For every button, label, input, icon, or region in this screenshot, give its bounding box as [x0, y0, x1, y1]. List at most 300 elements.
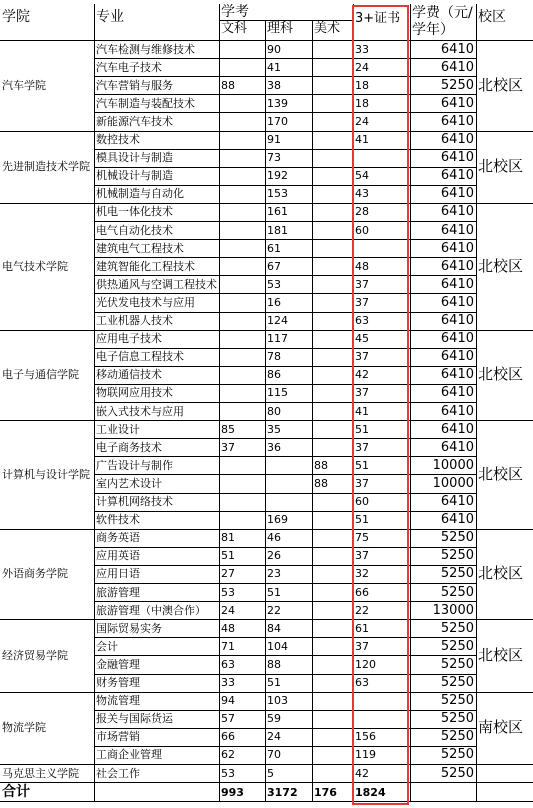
row-line: [94, 674, 476, 675]
row-line: [94, 692, 476, 693]
campus-cell: 北校区: [478, 564, 524, 583]
major-cell: 商务英语: [96, 531, 140, 545]
like-cell: 24: [267, 730, 281, 744]
row-line: [94, 474, 476, 475]
like-cell: 104: [267, 639, 288, 653]
campus-cell: 北校区: [478, 464, 524, 483]
fee-cell: 6410: [440, 95, 474, 111]
major-cell: 财务管理: [96, 676, 140, 690]
cert-cell: 43: [355, 187, 369, 201]
fee-cell: 5250: [440, 584, 474, 600]
header-college: 学院: [2, 9, 30, 25]
like-cell: 22: [267, 603, 281, 617]
meishu-cell: [312, 565, 353, 583]
cert-cell: 37: [355, 639, 369, 653]
major-cell: 光伏发电技术与应用: [96, 295, 195, 309]
fee-cell: 5250: [440, 765, 474, 781]
cert-cell: 42: [355, 368, 369, 382]
cert-cell: 51: [355, 513, 369, 527]
wenke-cell: [219, 257, 265, 275]
college-cell: 经济贸易学院: [2, 648, 68, 662]
fee-cell: 6410: [440, 150, 474, 166]
row-line: [94, 746, 476, 747]
major-cell: 汽车制造与装配技术: [96, 96, 195, 110]
meishu-cell: [312, 348, 353, 366]
cert-cell: 41: [355, 133, 369, 147]
wenke-cell: [219, 131, 265, 149]
cert-cell: 51: [355, 422, 369, 436]
cert-cell: 51: [355, 458, 369, 472]
like-cell: 5: [267, 766, 274, 780]
row-line: [94, 601, 476, 602]
fee-cell: 5250: [440, 729, 474, 745]
like-cell: 84: [267, 621, 281, 635]
cert-cell: 48: [355, 259, 369, 273]
wenke-cell: 48: [221, 621, 235, 635]
fee-cell: 5250: [440, 638, 474, 654]
like-cell: 153: [267, 187, 288, 201]
meishu-cell: 88: [314, 458, 328, 472]
meishu-cell: [312, 746, 353, 764]
major-cell: 物流管理: [96, 694, 140, 708]
like-cell: 80: [267, 404, 281, 418]
meishu-cell: [312, 655, 353, 673]
major-cell: 软件技术: [96, 513, 140, 527]
meishu-cell: [312, 131, 353, 149]
wenke-cell: [219, 275, 265, 293]
like-cell: 139: [267, 96, 288, 110]
cert-cell: 22: [355, 603, 369, 617]
major-cell: 电子信息工程技术: [96, 350, 184, 364]
fee-cell: 6410: [440, 294, 474, 310]
like-cell: 35: [267, 422, 281, 436]
meishu-cell: [312, 764, 353, 782]
campus-line: [476, 330, 533, 331]
wenke-cell: [219, 293, 265, 311]
fee-cell: 6410: [440, 168, 474, 184]
row-line: [94, 619, 476, 620]
campus-line: [476, 619, 533, 620]
major-cell: 市场营销: [96, 730, 140, 744]
fee-cell: 5250: [440, 620, 474, 636]
wenke-cell: [219, 94, 265, 112]
fee-cell: 5250: [440, 693, 474, 709]
wenke-cell: [219, 402, 265, 420]
wenke-cell: [219, 185, 265, 203]
like-cell: [265, 474, 312, 492]
row-line: [94, 131, 476, 132]
header-meishu: 美术: [314, 20, 341, 36]
major-cell: 新能源汽车技术: [96, 114, 173, 128]
row-line: [94, 493, 476, 494]
major-cell: 汽车电子技术: [96, 60, 162, 74]
row-line: [94, 710, 476, 711]
column-line: [219, 4, 220, 802]
meishu-cell: [312, 511, 353, 529]
meishu-cell: [312, 547, 353, 565]
row-line: [94, 402, 476, 403]
meishu-cell: [312, 312, 353, 330]
campus-line: [476, 131, 533, 132]
wenke-cell: [219, 40, 265, 58]
major-cell: 供热通风与空调工程技术: [96, 277, 217, 291]
wenke-cell: 88: [221, 78, 235, 92]
wenke-cell: [219, 366, 265, 384]
college-cell: 电气技术学院: [2, 259, 68, 273]
meishu-cell: [312, 185, 353, 203]
header-subline: [219, 20, 353, 21]
column-line: [265, 20, 266, 802]
campus-line: [476, 529, 533, 530]
like-cell: 61: [267, 241, 281, 255]
cert-cell: 37: [355, 440, 369, 454]
wenke-cell: [219, 149, 265, 167]
total-label: 合计: [2, 784, 30, 801]
row-line: [94, 366, 476, 367]
campus-line: [476, 203, 533, 204]
college-cell: 物流学院: [2, 721, 46, 735]
cert-cell: 24: [355, 60, 369, 74]
wenke-cell: 71: [221, 639, 235, 653]
major-cell: 建筑电气工程技术: [96, 241, 184, 255]
wenke-cell: [219, 511, 265, 529]
college-line: [0, 782, 94, 783]
row-line: [94, 58, 476, 59]
cert-cell: 37: [355, 277, 369, 291]
fee-cell: 13000: [432, 602, 474, 618]
cert-cell: 42: [355, 766, 369, 780]
meishu-cell: [312, 40, 353, 58]
like-cell: 192: [267, 169, 288, 183]
column-line: [353, 4, 354, 802]
row-line: [94, 384, 476, 385]
cert-cell: 120: [355, 657, 376, 671]
like-cell: [265, 493, 312, 511]
wenke-cell: [219, 58, 265, 76]
header-like: 理科: [267, 20, 294, 36]
fee-cell: 6410: [440, 512, 474, 528]
row-line: [94, 583, 476, 584]
major-cell: 汽车检测与维修技术: [96, 42, 195, 56]
wenke-cell: [219, 384, 265, 402]
cert-cell: 63: [355, 676, 369, 690]
meishu-cell: [312, 149, 353, 167]
cert-cell: 66: [355, 585, 369, 599]
wenke-cell: 81: [221, 531, 235, 545]
total-like: 3172: [267, 785, 298, 799]
wenke-cell: 33: [221, 676, 235, 690]
college-cell: 汽车学院: [2, 78, 46, 92]
like-cell: 169: [267, 513, 288, 527]
header-wenke: 文科: [221, 20, 248, 36]
row-line: [94, 637, 476, 638]
campus-line: [476, 782, 533, 783]
college-line: [0, 764, 94, 765]
wenke-cell: [219, 330, 265, 348]
cert-cell: 119: [355, 748, 376, 762]
major-cell: 国际贸易实务: [96, 621, 162, 635]
fee-cell: 10000: [432, 457, 474, 473]
wenke-cell: [219, 221, 265, 239]
fee-cell: 6410: [440, 41, 474, 57]
fee-cell: 6410: [440, 276, 474, 292]
row-line: [94, 149, 476, 150]
major-cell: 电子商务技术: [96, 440, 162, 454]
row-line: [94, 239, 476, 240]
cert-cell: 45: [355, 332, 369, 346]
major-cell: 室内艺术设计: [96, 476, 162, 490]
row-line: [94, 330, 476, 331]
header-bottom-line: [0, 40, 533, 41]
row-line: [94, 94, 476, 95]
wenke-cell: 66: [221, 730, 235, 744]
fee-cell: 6410: [440, 494, 474, 510]
cert-cell: 60: [355, 223, 369, 237]
major-cell: 数控技术: [96, 133, 140, 147]
major-cell: 嵌入式技术与应用: [96, 404, 184, 418]
wenke-cell: 63: [221, 657, 235, 671]
header-exam: 学考: [221, 4, 249, 20]
cert-cell: 75: [355, 531, 369, 545]
header-major: 专业: [96, 9, 124, 25]
wenke-cell: 24: [221, 603, 235, 617]
meishu-cell: [312, 384, 353, 402]
row-line: [94, 112, 476, 113]
like-cell: 51: [267, 676, 281, 690]
meishu-cell: [312, 330, 353, 348]
major-cell: 移动通信技术: [96, 368, 162, 382]
column-line: [410, 4, 411, 802]
campus-cell: 北校区: [478, 75, 524, 94]
meishu-cell: [312, 167, 353, 185]
cert-cell: 63: [355, 314, 369, 328]
college-line: [0, 330, 94, 331]
cert-cell: 18: [355, 78, 369, 92]
row-line: [94, 185, 476, 186]
cert-cell: 54: [355, 169, 369, 183]
header-fee-line2: 学年）: [412, 21, 454, 38]
wenke-cell: [219, 167, 265, 185]
column-line: [476, 4, 477, 802]
campus-cell: 北校区: [478, 365, 524, 384]
fee-cell: 5250: [440, 530, 474, 546]
cert-cell: 28: [355, 205, 369, 219]
cert-cell: 37: [355, 350, 369, 364]
college-line: [0, 692, 94, 693]
total-meishu: 176: [314, 785, 337, 799]
meishu-cell: [312, 239, 353, 257]
meishu-cell: [312, 58, 353, 76]
row-line: [94, 511, 476, 512]
meishu-cell: [312, 257, 353, 275]
meishu-cell: [312, 601, 353, 619]
college-cell: 计算机与设计学院: [2, 467, 90, 481]
fee-cell: 5250: [440, 77, 474, 93]
cert-cell: [353, 710, 410, 728]
meishu-cell: [312, 692, 353, 710]
row-line: [94, 420, 476, 421]
cert-cell: 24: [355, 114, 369, 128]
like-cell: 78: [267, 350, 281, 364]
row-line: [94, 547, 476, 548]
fee-cell: 6410: [440, 113, 474, 129]
like-cell: 86: [267, 368, 281, 382]
like-cell: 26: [267, 549, 281, 563]
fee-cell: 5250: [440, 711, 474, 727]
like-cell: 59: [267, 712, 281, 726]
campus-line: [476, 764, 533, 765]
fee-cell: 5250: [440, 675, 474, 691]
fee-cell: 6410: [440, 367, 474, 383]
college-line: [0, 131, 94, 132]
like-cell: 88: [267, 657, 281, 671]
major-cell: 机电一体化技术: [96, 205, 173, 219]
row-line: [94, 764, 476, 765]
like-cell: 103: [267, 694, 288, 708]
campus-cell: 北校区: [478, 157, 524, 176]
like-cell: 161: [267, 205, 288, 219]
like-cell: 67: [267, 259, 281, 273]
meishu-cell: [312, 275, 353, 293]
wenke-cell: [219, 493, 265, 511]
fee-cell: 6410: [440, 421, 474, 437]
row-line: [94, 565, 476, 566]
college-line: [0, 420, 94, 421]
college-line: [0, 529, 94, 530]
fee-cell: 6410: [440, 349, 474, 365]
campus-line: [476, 420, 533, 421]
row-line: [94, 348, 476, 349]
major-cell: 旅游管理: [96, 585, 140, 599]
major-cell: 会计: [96, 639, 118, 653]
row-line: [94, 728, 476, 729]
wenke-cell: 27: [221, 567, 235, 581]
wenke-cell: [219, 312, 265, 330]
college-line: [0, 619, 94, 620]
cert-cell: 37: [355, 295, 369, 309]
row-line: [94, 312, 476, 313]
campus-cell: [476, 764, 533, 782]
major-cell: 工业机器人技术: [96, 314, 173, 328]
cert-cell: 41: [355, 404, 369, 418]
wenke-cell: [219, 239, 265, 257]
fee-cell: 5250: [440, 656, 474, 672]
campus-line: [476, 692, 533, 693]
campus-cell: 北校区: [478, 256, 524, 275]
row-line: [94, 655, 476, 656]
major-cell: 报关与国际货运: [96, 712, 173, 726]
major-cell: 应用日语: [96, 567, 140, 581]
fee-cell: 6410: [440, 59, 474, 75]
header-campus: 校区: [478, 9, 506, 25]
campus-cell: 南校区: [478, 718, 524, 737]
fee-cell: 6410: [440, 258, 474, 274]
meishu-cell: [312, 637, 353, 655]
major-cell: 社会工作: [96, 766, 140, 780]
cert-cell: 60: [355, 495, 369, 509]
major-cell: 汽车营销与服务: [96, 78, 173, 92]
fee-cell: 6410: [440, 186, 474, 202]
row-line: [94, 782, 476, 783]
like-cell: 181: [267, 223, 288, 237]
fee-cell: 5250: [440, 747, 474, 763]
meishu-cell: [312, 438, 353, 456]
major-cell: 电气自动化技术: [96, 223, 173, 237]
like-cell: 115: [267, 386, 288, 400]
meishu-cell: [312, 76, 353, 94]
like-cell: 124: [267, 314, 288, 328]
meishu-cell: [312, 619, 353, 637]
major-cell: 物联网应用技术: [96, 386, 173, 400]
cert-cell: [353, 692, 410, 710]
college-line: [0, 203, 94, 204]
row-line: [94, 76, 476, 77]
meishu-cell: [312, 402, 353, 420]
wenke-cell: [219, 348, 265, 366]
cert-cell: 37: [355, 549, 369, 563]
major-cell: 工商企业管理: [96, 748, 162, 762]
like-cell: 70: [267, 748, 281, 762]
major-cell: 机械制造与自动化: [96, 187, 184, 201]
meishu-cell: [312, 583, 353, 601]
cert-cell: 33: [355, 42, 369, 56]
meishu-cell: [312, 420, 353, 438]
fee-cell: 6410: [440, 222, 474, 238]
fee-cell: 6410: [440, 403, 474, 419]
college-cell: 马克思主义学院: [2, 766, 79, 780]
meishu-cell: [312, 112, 353, 130]
fee-cell: 5250: [440, 566, 474, 582]
meishu-cell: 88: [314, 476, 328, 490]
cert-cell: [353, 149, 410, 167]
wenke-cell: [219, 474, 265, 492]
wenke-cell: 62: [221, 748, 235, 762]
like-cell: 41: [267, 60, 281, 74]
fee-cell: 6410: [440, 331, 474, 347]
wenke-cell: 37: [221, 440, 235, 454]
row-line: [94, 456, 476, 457]
meishu-cell: [312, 674, 353, 692]
major-cell: 广告设计与制作: [96, 458, 173, 472]
meishu-cell: [312, 710, 353, 728]
fee-cell: 6410: [440, 204, 474, 220]
row-line: [94, 167, 476, 168]
like-cell: 117: [267, 332, 288, 346]
major-cell: 工业设计: [96, 422, 140, 436]
meishu-cell: [312, 493, 353, 511]
like-cell: 91: [267, 133, 281, 147]
like-cell: 73: [267, 151, 281, 165]
fee-cell: 6410: [440, 439, 474, 455]
wenke-cell: 85: [221, 422, 235, 436]
total-cert: 1824: [355, 785, 386, 799]
row-line: [94, 529, 476, 530]
major-cell: 旅游管理（中澳合作）: [96, 603, 206, 617]
fee-cell: 6410: [440, 313, 474, 329]
like-cell: 170: [267, 114, 288, 128]
fee-cell: 6410: [440, 240, 474, 256]
like-cell: 90: [267, 42, 281, 56]
major-cell: 计算机网络技术: [96, 495, 173, 509]
cert-cell: 61: [355, 621, 369, 635]
college-cell: 先进制造技术学院: [2, 160, 90, 174]
row-line: [94, 221, 476, 222]
fee-cell: 6410: [440, 132, 474, 148]
wenke-cell: 53: [221, 585, 235, 599]
header-fee-line1: 学费（元/: [412, 4, 473, 21]
row-line: [94, 293, 476, 294]
fee-cell: 10000: [432, 475, 474, 491]
